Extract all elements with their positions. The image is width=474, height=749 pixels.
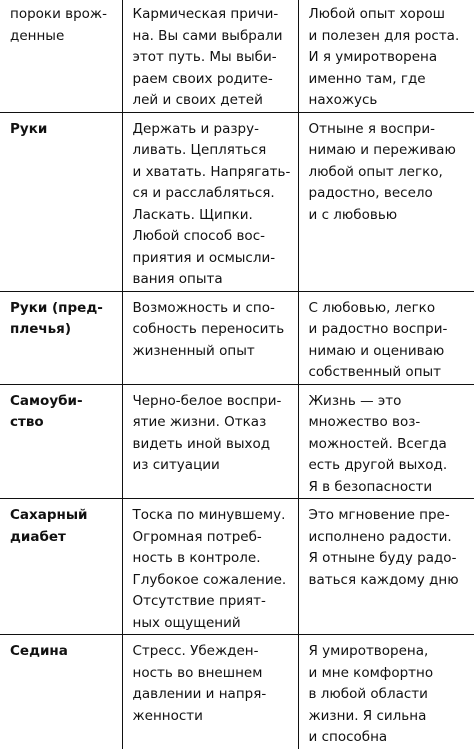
cause-cell: Тоска по минувшему. Огромная потреб- ность в контроле. Глубокое сожаление. Отсутствие прият- ных ощущений — [122, 499, 298, 635]
affirmation-cell: Жизнь — это множество воз- можностей. Всегда есть другой выход. Я в безопасности — [298, 384, 474, 499]
condition-cell: Седина — [0, 635, 122, 749]
condition-cell: пороки врож- денные — [0, 0, 122, 112]
cause-cell: Черно-белое воспри- ятие жизни. Отказ видеть иной выход из ситуации — [122, 384, 298, 499]
affirmation-cell: Я умиротворена, и мне комфортно в любой области жизни. Я сильна и способна — [298, 635, 474, 749]
affirmation-cell: Любой опыт хорош и полезен для роста. И я умиротворена именно там, где нахожусь — [298, 0, 474, 112]
condition-cell: Сахарный диабет — [0, 499, 122, 635]
affirmation-cell: Отныне я воспри- нимаю и переживаю любой опыт легко, радостно, весело и с любовью — [298, 112, 474, 291]
table-row — [0, 112, 474, 291]
cause-cell: Возможность и спо- собность переносить жизненный опыт — [122, 291, 298, 384]
table-row — [0, 0, 474, 112]
condition-cell: Руки — [0, 112, 122, 291]
table-row — [0, 291, 474, 384]
condition-cell: Самоуби- ство — [0, 384, 122, 499]
table-row — [0, 635, 474, 749]
table-row — [0, 499, 474, 635]
cause-cell: Стресс. Убежден- ность во внешнем давлении и напря- женности — [122, 635, 298, 749]
cause-cell: Кармическая причи- на. Вы сами выбрали этот путь. Мы выби- раем своих родите- лей и своих детей — [122, 0, 298, 112]
affirmation-cell: Это мгновение пре- исполнено радости. Я отныне буду радо- ваться каждому дню — [298, 499, 474, 635]
cause-cell: Держать и разру- ливать. Цепляться и хватать. Напрягать- ся и расслабляться. Ласкать. Щипки. Любой способ вос- приятия и осмысли- вания опыта — [122, 112, 298, 291]
condition-cell: Руки (пред- плечья) — [0, 291, 122, 384]
table-row — [0, 384, 474, 499]
affirmation-cell: С любовью, легко и радостно воспри- нимаю и оцениваю собственный опыт — [298, 291, 474, 384]
